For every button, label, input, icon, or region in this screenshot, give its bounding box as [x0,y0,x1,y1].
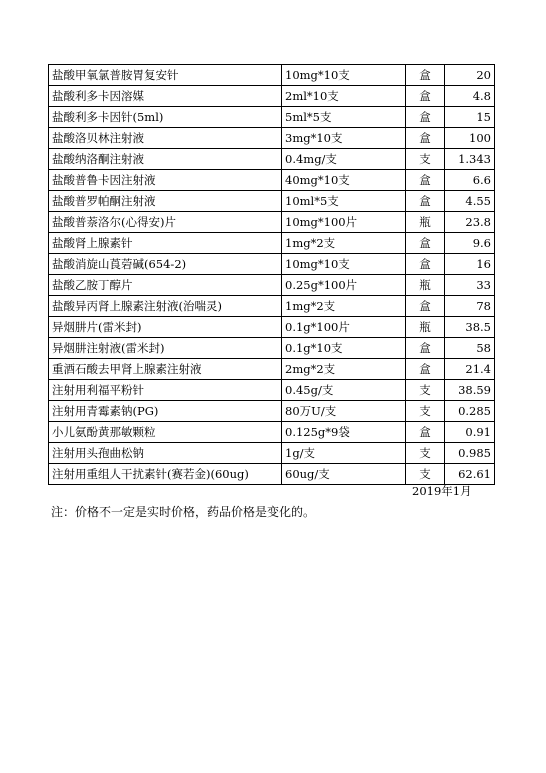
table-row [49,170,495,191]
date-label: 2019年1月 [412,484,472,498]
table-row [49,464,495,485]
unit-cell: 瓶 [406,275,445,296]
table-row [49,401,495,422]
unit-cell: 盒 [406,107,445,128]
table-row [49,191,495,212]
unit-cell: 瓶 [406,317,445,338]
price-cell: 58 [445,338,495,359]
table-row [49,275,495,296]
spec-cell: 0.45g/支 [282,380,406,401]
spec-cell: 10mg*100片 [282,212,406,233]
spec-cell: 1mg*2支 [282,233,406,254]
spec-cell: 0.25g*100片 [282,275,406,296]
price-cell: 16 [445,254,495,275]
price-cell: 78 [445,296,495,317]
price-cell: 4.55 [445,191,495,212]
table-row [49,128,495,149]
table-row [49,296,495,317]
table-row [49,233,495,254]
unit-cell: 支 [406,464,445,485]
unit-cell: 支 [406,443,445,464]
spec-cell: 0.4mg/支 [282,149,406,170]
spec-cell: 60ug/支 [282,464,406,485]
unit-cell: 盒 [406,170,445,191]
table-row [49,107,495,128]
table-row [49,359,495,380]
drug-name-cell: 盐酸洛贝林注射液 [49,128,282,149]
drug-name-cell: 注射用重组人干扰素针(赛若金)(60ug) [49,464,282,485]
drug-name-cell: 注射用头孢曲松钠 [49,443,282,464]
table-row [49,422,495,443]
table-row [49,212,495,233]
unit-cell: 盒 [406,359,445,380]
table-row [49,149,495,170]
spec-cell: 0.1g*100片 [282,317,406,338]
drug-name-cell: 盐酸肾上腺素针 [49,233,282,254]
unit-cell: 盒 [406,128,445,149]
drug-name-cell: 盐酸甲氧氯普胺胃复安针 [49,65,282,86]
unit-cell: 盒 [406,422,445,443]
unit-cell: 支 [406,401,445,422]
unit-cell: 盒 [406,254,445,275]
drug-name-cell: 盐酸异丙肾上腺素注射液(治喘灵) [49,296,282,317]
drug-name-cell: 异烟肼片(雷米封) [49,317,282,338]
table-row [49,65,495,86]
unit-cell: 盒 [406,338,445,359]
drug-name-cell: 盐酸乙胺丁醇片 [49,275,282,296]
price-cell: 0.285 [445,401,495,422]
drug-name-cell: 盐酸消旋山莨菪碱(654-2) [49,254,282,275]
table-row [49,254,495,275]
spec-cell: 1g/支 [282,443,406,464]
unit-cell: 盒 [406,191,445,212]
drug-name-cell: 小儿氨酚黄那敏颗粒 [49,422,282,443]
spec-cell: 40mg*10支 [282,170,406,191]
drug-name-cell: 注射用利福平粉针 [49,380,282,401]
price-cell: 20 [445,65,495,86]
spec-cell: 10mg*10支 [282,65,406,86]
drug-name-cell: 盐酸普鲁卡因注射液 [49,170,282,191]
drug-name-cell: 盐酸普萘洛尔(心得安)片 [49,212,282,233]
table-row [49,380,495,401]
price-cell: 1.343 [445,149,495,170]
spec-cell: 2mg*2支 [282,359,406,380]
drug-name-cell: 盐酸普罗帕酮注射液 [49,191,282,212]
spec-cell: 3mg*10支 [282,128,406,149]
spec-cell: 1mg*2支 [282,296,406,317]
unit-cell: 瓶 [406,212,445,233]
unit-cell: 盒 [406,86,445,107]
spec-cell: 2ml*10支 [282,86,406,107]
price-cell: 62.61 [445,464,495,485]
spec-cell: 10mg*10支 [282,254,406,275]
drug-name-cell: 盐酸利多卡因针(5ml) [49,107,282,128]
price-cell: 6.6 [445,170,495,191]
price-cell: 33 [445,275,495,296]
unit-cell: 支 [406,149,445,170]
spec-cell: 80万U/支 [282,401,406,422]
unit-cell: 盒 [406,233,445,254]
price-cell: 0.91 [445,422,495,443]
price-cell: 9.6 [445,233,495,254]
price-cell: 100 [445,128,495,149]
drug-name-cell: 异烟肼注射液(雷米封) [49,338,282,359]
price-cell: 15 [445,107,495,128]
price-cell: 4.8 [445,86,495,107]
drug-name-cell: 盐酸纳洛酮注射液 [49,149,282,170]
price-cell: 0.985 [445,443,495,464]
price-cell: 23.8 [445,212,495,233]
spec-cell: 0.125g*9袋 [282,422,406,443]
spec-cell: 5ml*5支 [282,107,406,128]
drug-name-cell: 重酒石酸去甲肾上腺素注射液 [49,359,282,380]
price-cell: 21.4 [445,359,495,380]
table-row [49,338,495,359]
price-cell: 38.5 [445,317,495,338]
price-note: 注：价格不一定是实时价格，药品价格是变化的。 [51,505,316,519]
unit-cell: 盒 [406,296,445,317]
table-body [49,65,495,485]
price-cell: 38.59 [445,380,495,401]
table-row [49,443,495,464]
drug-price-table [48,64,495,485]
table-row [49,317,495,338]
spec-cell: 0.1g*10支 [282,338,406,359]
drug-name-cell: 注射用青霉素钠(PG) [49,401,282,422]
unit-cell: 支 [406,380,445,401]
table-row [49,86,495,107]
spec-cell: 10ml*5支 [282,191,406,212]
drug-name-cell: 盐酸利多卡因溶媒 [49,86,282,107]
unit-cell: 盒 [406,65,445,86]
